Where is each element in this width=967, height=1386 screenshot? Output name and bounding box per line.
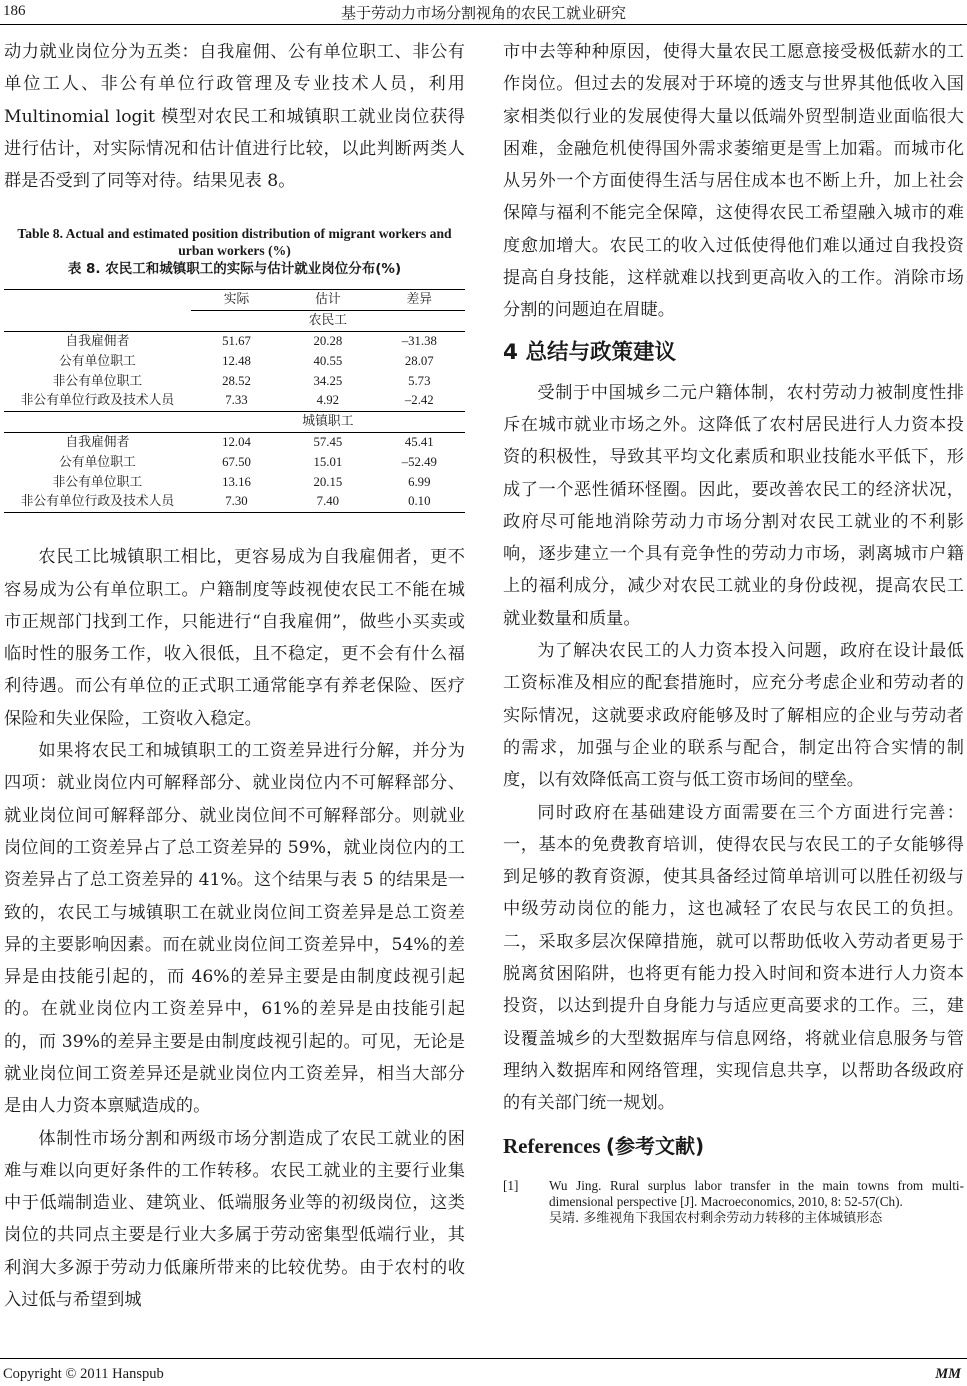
table-8: [4, 225, 465, 513]
body-paragraph: 为了解决农民工的人力资本投入问题，政府在设计最低工资标准及相应的配套措施时，应充分考虑企业和劳动者的实际情况，这就要求政府能够及时了解相应的企业与劳动者的需求，加强与企业的联系与配合，制定出符合实情的制度，以有效降低高工资与低工资市场间的壁垒。: [503, 641, 964, 791]
group-row-urban: [4, 412, 465, 433]
table-caption-en: Table 8. Actual and estimated position distribution of migrant workers and urban workers (%): [17, 226, 452, 259]
col-header-actual: 实际: [223, 292, 250, 307]
table-row: 非公有单位行政及技术人员 7.30 7.40 0.10: [4, 492, 465, 512]
group-label-urban: 城镇职工: [191, 412, 465, 433]
table-row: 公有单位职工 67.50 15.01 –52.49: [59, 454, 437, 469]
header-rule: [0, 24, 967, 25]
right-column: [503, 36, 964, 1227]
group-row-migrant: [4, 311, 465, 332]
reference-number: [1]: [503, 1177, 519, 1193]
running-title: 基于劳动力市场分割视角的农民工就业研究: [340, 4, 626, 22]
table-caption-zh: 表 8. 农民工和城镇职工的实际与估计就业岗位分布(%): [67, 261, 402, 278]
body-paragraph: 受制于中国城乡二元户籍体制，农村劳动力被制度性排斥在城市就业市场之外。这降低了农村居民进行人力资本投资的积极性，导致其平均文化素质和职业技能水平低下，形成了一个恶性循环怪圈。因此，要改善农民工的经济状况，政府尽可能地消除劳动力市场分割对农民工就业的不利影响，逐步建立一个具有竞争性的劳动力市场，剥离城市户籍上的福利成分，减少对农民工就业的身份歧视，提高农民工就业数量和质量。: [503, 382, 964, 629]
group-label-migrant: 农民工: [191, 311, 465, 332]
section-title: 4 总结与政策建议: [503, 339, 676, 365]
body-paragraph: 如果将农民工和城镇职工的工资差异进行分解，并分为四项：就业岗位内可解释部分、就业岗位内不可解释部分、就业岗位间可解释部分、就业岗位间不可解释部分。则就业岗位间的工资差异占了总工资差异的 59%，就业岗位内的工资差异占了总工资差异的 41%。这个结果与表 5 的结果是一致的，农民工与城镇职工在就业岗位间工资差异是总工资差异的主要影响因素。而在就业岗位间工资差异中，54%的差异是由技能引起的，而 46%的差异主要是由制度歧视引起的。在就业岗位内工资差异中，61%的差异是由技能引起的，而 39%的差异主要是由制度歧视引起的。可见，无论是就业岗位间工资差异还是就业岗位内工资差异，相当大部分是由人力资本禀赋造成的。: [4, 741, 465, 1117]
reference-item: [503, 1178, 964, 1228]
table-row: 自我雇佣者 12.04 57.45 45.41: [4, 433, 465, 453]
table-row: 非公有单位职工 28.52 34.25 5.73: [52, 373, 431, 388]
position-distribution-table: [4, 289, 465, 513]
body-paragraph: 同时政府在基础建设方面需要在三个方面进行完善：一，基本的免费教育培训，使得农民与农民工的子女能够得到足够的教育资源，使其具备经过简单培训可以胜任初级与中级劳动岗位的能力，这也减轻了农民与农民工的负担。二，采取多层次保障措施，就可以帮助低收入劳动者更易于脱离贫困陷阱，也将更有能力投入时间和资本进行人力资本投资，以达到提升自身能力与适应更高要求的工作。三，建设覆盖城乡的大型数据库与信息网络，将就业信息服务与管理纳入数据库和网络管理，实现信息共享，以帮助各级政府的有关部门统一规划。: [503, 802, 964, 1114]
copyright: Copyright © 2011 Hanspub: [3, 1366, 164, 1382]
page-footer: [0, 1358, 967, 1386]
reference-text-zh: 吴靖. 多维视角下我国农村剩余劳动力转移的主体城镇形态: [549, 1210, 883, 1226]
page-header: [0, 0, 967, 24]
table-row: 自我雇佣者 51.67 20.28 –31.38: [4, 332, 465, 352]
page-number: 186: [3, 3, 26, 19]
left-column: [4, 36, 465, 1316]
footer-rule: [0, 1358, 967, 1359]
body-paragraph: 市中去等种种原因，使得大量农民工愿意接受极低薪水的工作岗位。但过去的发展对于环境的透支与世界其他低收入国家相类似行业的发展使得大量以低端外贸型制造业面临很大困难，金融危机使得国外需求萎缩更是雪上加霜。而城市化从另外一个方面使得生活与居住成本也不断上升，加上社会保障与福利不能完全保障，这使得农民工希望融入城市的难度愈加增大。农民工的收入过低使得他们难以通过自我投资提高自身技能，这样就难以找到更高收入的工作。消除市场分割的问题迫在眉睫。: [503, 42, 964, 321]
reference-text-en: Wu Jing. Rural surplus labor transfer in the main towns from multi-dimensional perspective [J]. Macroeconomics, 2010, 8: 52-57(Ch).: [549, 1177, 964, 1210]
references-title: References (参考文献): [503, 1133, 705, 1158]
col-header-estimated: 估计: [315, 292, 341, 307]
journal-abbrev: MM: [935, 1366, 961, 1382]
table-row: 公有单位职工 12.48 40.55 28.07: [59, 353, 434, 368]
table-row: 非公有单位行政及技术人员 7.33 4.92 –2.42: [20, 393, 434, 408]
body-paragraph: 体制性市场分割和两级市场分割造成了农民工就业的困难与难以向更好条件的工作转移。农民工就业的主要行业集中于低端制造业、建筑业、低端服务业等的初级岗位，这类岗位的共同点主要是行业大多属于劳动密集型低端行业，其利润大多源于劳动力低廉所带来的比较优势。由于农村的收入过低与希望到城: [4, 1128, 465, 1311]
table-header-row: [4, 290, 465, 311]
table-row: 非公有单位职工 13.16 20.15 6.99: [52, 474, 431, 489]
body-paragraph: 农民工比城镇职工相比，更容易成为自我雇佣者，更不容易成为公有单位职工。户籍制度等歧视使农民工不能在城市正规部门找到工作，只能进行“自我雇佣”，做些小买卖或临时性的服务工作，收入很低，且不稳定，更不会有什么福利待遇。而公有单位的正式职工通常能享有养老保险、医疗保险和失业保险，工资收入稳定。: [4, 547, 465, 729]
intro-paragraph: 动力就业岗位分为五类：自我雇佣、公有单位职工、非公有单位工人、非公有单位行政管理及专业技术人员，利用 Multinomial logit 模型对农民工和城镇职工就业岗位获得进行估计，对实际情况和估计值进行比较，以此判断两类人群是否受到了同等对待。结果见表 8。: [4, 42, 465, 192]
col-header-diff: 差异: [406, 292, 433, 307]
